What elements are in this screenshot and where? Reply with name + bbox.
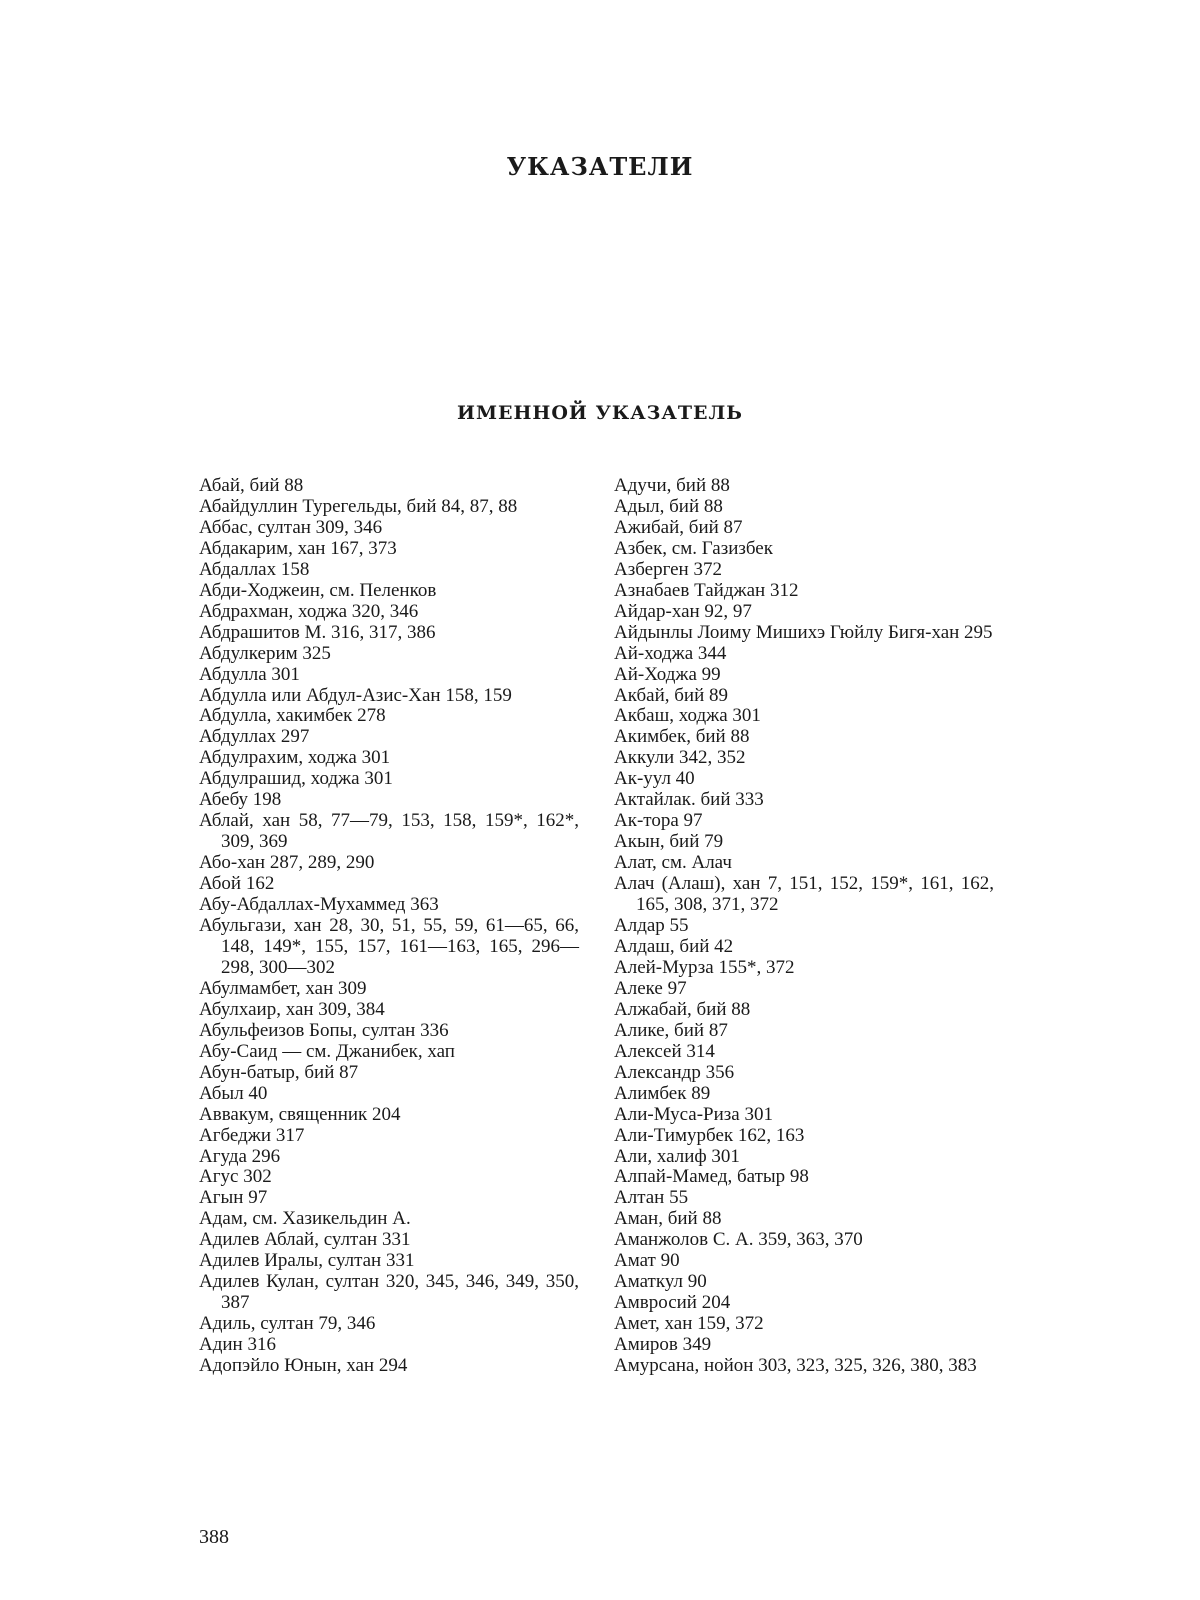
index-entry: Алдаш, бий 42 [614,935,734,957]
index-entry: Амурсана, нойон 303, 323, 325, 326, 380, 383 [614,1355,977,1377]
index-entry: Аман, бий 88 [614,1208,722,1230]
index-entry: Адучи, бий 88 [614,475,730,496]
index-entry: Абдулрашид, ходжа 301 [199,768,393,790]
index-entry: Азбек, см. Газизбек [614,537,773,559]
index-entry: Амвросий 204 [614,1292,731,1314]
page-number: 388 [199,1526,229,1548]
index-entry: Абдулкерим 325 [199,642,331,664]
section-title: УКАЗАТЕЛИ [506,152,694,181]
index-entry: Агбеджи 317 [199,1124,305,1146]
index-entry: Алике, бий 87 [614,1019,728,1041]
index-entry: Алей-Мурза 155*, 372 [614,956,795,978]
index-entry: Абу-Саид — см. Джанибек, хап [199,1040,455,1062]
index-entry: Абулхаир, хан 309, 384 [199,998,385,1020]
index-entry: Абдрахман, ходжа 320, 346 [199,600,419,622]
index-entry: Абдакарим, хан 167, 373 [199,537,397,559]
index-entry: Абульгази, хан 28, 30, 51, 55, 59, 61—65, 66, 148, 149*, 155, 157, 161—163, 165, 296—298, 300—302 [199,915,579,978]
index-entry: Аввакум, священник 204 [199,1103,401,1125]
index-entry: Александр 356 [614,1061,735,1083]
index-entry: Адиль, султан 79, 346 [199,1313,376,1335]
index-entry: Абыл 40 [199,1082,268,1104]
index-entry: Алат, см. Алач [614,852,732,874]
index-entry: Абебу 198 [199,789,282,811]
index-entry: Ак-уул 40 [614,768,695,790]
index-entry: Абдулла, хакимбек 278 [199,705,386,727]
index-entry: Агын 97 [199,1187,268,1209]
index-entry: Ажибай, бий 87 [614,516,743,538]
index-entry: Ак-тора 97 [614,810,703,832]
index-column-left [199,476,579,1377]
index-entry: Адам, см. Хазикельдин А. [199,1208,411,1230]
index-entry: Айдынлы Лоиму Мишихэ Гюйлу Бигя-хан 295 [614,621,993,643]
index-entry: Актайлак. бий 333 [614,789,764,811]
index-entry: Аблай, хан 58, 77—79, 153, 158, 159*, 162*, 309, 369 [199,810,579,853]
index-entry: Абой 162 [199,873,275,895]
index-entry: Абун-батыр, бий 87 [199,1061,359,1083]
index-entry: Адин 316 [199,1334,276,1356]
index-entry: Абу-Абдаллах-Мухаммед 363 [199,894,439,916]
index-entry: Абди-Ходжеин, см. Пеленков [199,579,437,601]
index-entry: Азберген 372 [614,558,722,580]
index-entry: Аманжолов С. А. 359, 363, 370 [614,1229,863,1251]
index-entry: Адопэйло Юнын, хан 294 [199,1355,408,1377]
index-entry: Алач (Алаш), хан 7, 151, 152, 159*, 161, 162, 165, 308, 371, 372 [614,873,994,916]
index-entry: Ай-Ходжа 99 [614,663,721,685]
index-entry: Аматкул 90 [614,1271,707,1293]
index-entry: Адилев Кулан, султан 320, 345, 346, 349, 350, 387 [199,1271,579,1314]
index-entry: Адилев Иралы, султан 331 [199,1250,415,1272]
index-entry: Абдуллах 297 [199,726,310,748]
index-entry: Алимбек 89 [614,1082,711,1104]
index-entry: Абдулрахим, ходжа 301 [199,747,391,769]
index-entry: Агуда 296 [199,1145,281,1167]
index-entry: Айдар-хан 92, 97 [614,600,752,622]
index-entry: Абулмамбет, хан 309 [199,977,367,999]
index-entry: Алтан 55 [614,1187,689,1209]
index-entry: Алпай-Мамед, батыр 98 [614,1166,809,1188]
index-entry: Адыл, бий 88 [614,495,723,517]
index-entry: Агус 302 [199,1166,272,1188]
index-entry: Акимбек, бий 88 [614,726,750,748]
index-entry: Али-Тимурбек 162, 163 [614,1124,805,1146]
index-entry: Акын, бий 79 [614,831,724,853]
index-entry: Абульфеизов Бопы, султан 336 [199,1019,449,1041]
index-entry: Абдаллах 158 [199,558,310,580]
index-entry: Амиров 349 [614,1334,712,1356]
index-entry: Абайдуллин Турегельды, бий 84, 87, 88 [199,495,518,517]
index-entry: Азнабаев Тайджан 312 [614,579,799,601]
index-entry: Алексей 314 [614,1040,715,1062]
index-entry: Али-Муса-Риза 301 [614,1103,773,1125]
index-entry: Аккули 342, 352 [614,747,746,769]
index-entry: Акбаш, ходжа 301 [614,705,761,727]
index-entry: Акбай, бий 89 [614,684,728,706]
index-entry: Алеке 97 [614,977,687,999]
index-title: ИМЕННОЙ УКАЗАТЕЛЬ [457,402,743,424]
index-entry: Алдар 55 [614,915,689,937]
index-entry: Абай, бий 88 [199,475,304,496]
index-entry: Амат 90 [614,1250,680,1272]
index-entry: Алжабай, бий 88 [614,998,751,1020]
index-entry: Або-хан 287, 289, 290 [199,852,375,874]
index-entry: Абдрашитов М. 316, 317, 386 [199,621,436,643]
index-entry: Аббас, султан 309, 346 [199,516,383,538]
index-entry: Али, халиф 301 [614,1145,740,1167]
index-column-right [614,476,994,1377]
index-entry: Ай-ходжа 344 [614,642,727,664]
index-entry: Абдулла или Абдул-Азис-Хан 158, 159 [199,684,512,706]
index-entry: Абдулла 301 [199,663,300,685]
index-entry: Адилев Аблай, султан 331 [199,1229,411,1251]
index-entry: Амет, хан 159, 372 [614,1313,764,1335]
